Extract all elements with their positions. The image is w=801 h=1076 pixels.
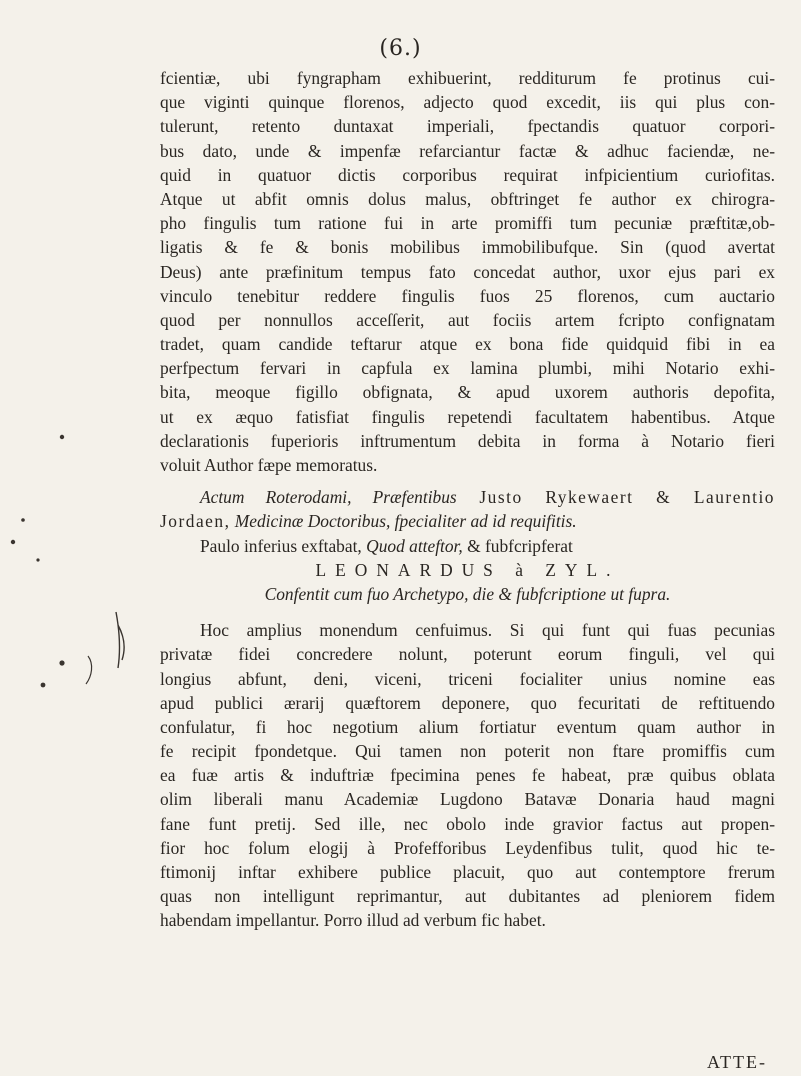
attestation-block xyxy=(160,485,775,606)
text-line: vinculo tenebitur reddere fingulis fuos 25 florenos, cum auctario xyxy=(160,285,775,306)
paragraph-declaration xyxy=(160,66,775,477)
act-place: Actum Roterodami, Præfentibus xyxy=(200,487,457,508)
text-line: quod per nonnullos acceſſerit, aut fociis artem fcripto confignatam xyxy=(160,309,775,330)
text-line: perfpectum fervari in capfula ex lamina plumbi, mihi Notario exhi- xyxy=(160,358,775,379)
ink-dot xyxy=(36,558,39,561)
witness-titles: Medicinæ Doctoribus, fpecialiter ad id requifitis. xyxy=(230,511,577,532)
text-line: fior hoc folum elogij à Profefforibus Leydenfibus tulit, quod hic te- xyxy=(160,837,775,858)
text-line: longius abfunt, deni, viceni, triceni focialiter unius nomine eas xyxy=(160,668,775,689)
text-line: olim liberali manu Academiæ Lugdono Batavæ Donaria haud magni xyxy=(160,789,775,810)
ink-dot xyxy=(60,435,64,439)
ink-dot xyxy=(11,540,15,544)
text-line: voluit Author fæpe memoratus. xyxy=(160,455,378,475)
attestation-text: Paulo inferius exftabat, xyxy=(200,535,362,556)
ink-dot xyxy=(59,660,64,665)
attestation-text: & fubfcripferat xyxy=(462,535,573,556)
text-line: quas non intelligunt reprimantur, aut dubitantes ad pleniorem fidem xyxy=(160,886,775,907)
text-line: quid in quatuor dictis corporibus requirat infpicientium curiofitas. xyxy=(160,164,775,185)
text-line: tradet, quam candide teftarur atque ex bona fide quidquid fibi in ea xyxy=(160,334,775,355)
text-line: fe recipit fpondetque. Qui tamen non poterit non ftare promiffis cum xyxy=(160,741,775,762)
text-line: ea fuæ artis & induftriæ fpecimina penes fe habeat, præ quibus oblata xyxy=(160,765,775,786)
text-line: Atque ut abfit omnis dolus malus, obftringet fe author ex chirogra- xyxy=(160,188,775,209)
text-line: apud publici ærarij quæftorem deponere, quo fecuritati de reftituendo xyxy=(160,692,775,713)
witness-name: Jordaen, xyxy=(160,511,231,532)
text-line: confulatur, fi hoc negotium alium fortiatur eventum quam author in xyxy=(160,716,775,737)
attestation-line xyxy=(160,509,775,533)
margin-ink-stroke xyxy=(116,612,124,668)
text-line: tulerunt, retento duntaxat imperiali, fpectandis quatuor corpori- xyxy=(160,116,775,137)
text-line: Deus) ante præfinitum tempus fato concedat author, uxor ejus pari ex xyxy=(160,261,775,282)
witness-names: Justo Rykewaert & Laurentio xyxy=(456,487,775,508)
text-line: fane funt pretij. Sed ille, nec obolo inde gravior factus aut propen- xyxy=(160,813,775,834)
attestation-line xyxy=(160,534,775,558)
text-line: bita, meoque figillo obfignata, & apud uxorem authoris depofita, xyxy=(160,382,775,403)
text-line: fcientiæ, ubi fyngrapham exhibuerint, redditurum fe protinus cui- xyxy=(160,68,775,88)
text-line: ut ex æquo fatisfiat fingulis repetendi facultatem habentibus. Atque xyxy=(160,406,775,427)
text-line: declarationis fuperioris inftrumentum debita in forma à Notario fieri xyxy=(160,430,775,451)
ink-dot xyxy=(21,518,25,522)
text-line: ligatis & fe & bonis mobilibus immobilibufque. Sin (quod avertat xyxy=(160,237,775,258)
catchword: ATTE- xyxy=(707,1052,767,1072)
margin-ink-marks xyxy=(0,0,150,1076)
ink-dot xyxy=(41,683,46,688)
attestation-line xyxy=(160,485,775,509)
text-line: ftimonij inftar exhibere publice placuit, quo aut contemptore frerum xyxy=(160,862,775,882)
text-line: privatæ fidei concredere nolunt, poterunt eorum finguli, vel qui xyxy=(160,644,775,665)
text-line: pho fingulis tum ratione fui in arte promiffi tum pecuniæ præftitæ,ob- xyxy=(160,213,775,234)
margin-ink-stroke xyxy=(86,656,92,684)
notary-signature: LEONARDUS à ZYL. xyxy=(315,559,620,580)
page-text xyxy=(160,66,775,933)
text-line: Hoc amplius monendum cenfuimus. Si qui funt qui fuas pecunias xyxy=(200,620,775,641)
text-line: habendam impellantur. Porro illud ad verbum fic habet. xyxy=(160,910,546,931)
text-line: que viginti quinque florenos, adjecto quod excedit, iis qui plus con- xyxy=(160,92,775,113)
text-line: bus dato, unde & impenfæ refarciantur factæ & adhuc faciendæ, ne- xyxy=(160,140,775,161)
page-number: (6.) xyxy=(379,36,422,61)
attestation-formula: Quod atteftor, xyxy=(361,535,463,556)
paragraph-advice xyxy=(160,618,775,932)
consent-line: Confentit cum fuo Archetypo, die & fubfcriptione ut fupra. xyxy=(264,583,671,604)
